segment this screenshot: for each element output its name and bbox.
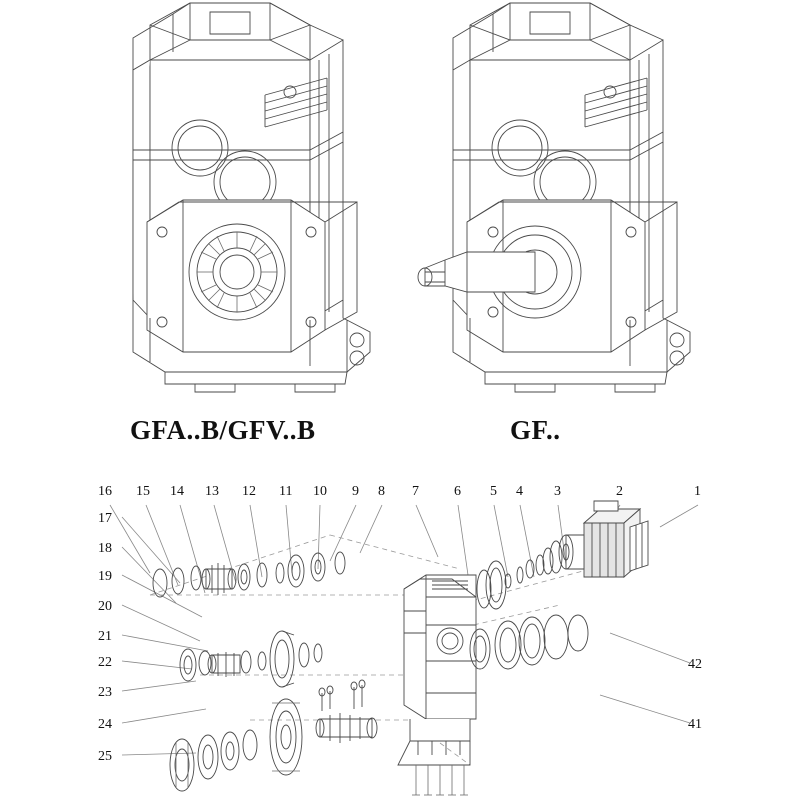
callout-2: 2 bbox=[616, 484, 623, 499]
callout-11: 11 bbox=[279, 484, 293, 499]
caption-gear-unit-b: GF.. bbox=[510, 415, 561, 445]
callout-19: 19 bbox=[98, 569, 112, 584]
callout-16: 16 bbox=[98, 484, 112, 499]
callout-21: 21 bbox=[98, 629, 112, 644]
callout-10: 10 bbox=[313, 484, 327, 499]
callout-23: 23 bbox=[98, 685, 112, 700]
gear-unit-a-drawing bbox=[95, 0, 385, 400]
callout-12: 12 bbox=[242, 484, 256, 499]
callout-5: 5 bbox=[490, 484, 497, 499]
callout-8: 8 bbox=[378, 484, 385, 499]
callout-42: 42 bbox=[688, 657, 702, 672]
callout-3: 3 bbox=[554, 484, 561, 499]
callout-15: 15 bbox=[136, 484, 150, 499]
callout-22: 22 bbox=[98, 655, 112, 670]
gear-unit-b-drawing bbox=[405, 0, 705, 400]
callout-25: 25 bbox=[98, 749, 112, 764]
callout-1: 1 bbox=[694, 484, 701, 499]
callout-6: 6 bbox=[454, 484, 461, 499]
callout-14: 14 bbox=[170, 484, 184, 499]
callout-7: 7 bbox=[412, 484, 419, 499]
callout-24: 24 bbox=[98, 717, 112, 732]
callout-4: 4 bbox=[516, 484, 523, 499]
callout-9: 9 bbox=[352, 484, 359, 499]
callout-13: 13 bbox=[205, 484, 219, 499]
exploded-parts-diagram bbox=[0, 465, 800, 800]
caption-gear-unit-a: GFA..B/GFV..B bbox=[130, 415, 316, 445]
callout-17: 17 bbox=[98, 511, 112, 526]
callout-20: 20 bbox=[98, 599, 112, 614]
callout-18: 18 bbox=[98, 541, 112, 556]
callout-41: 41 bbox=[688, 717, 702, 732]
